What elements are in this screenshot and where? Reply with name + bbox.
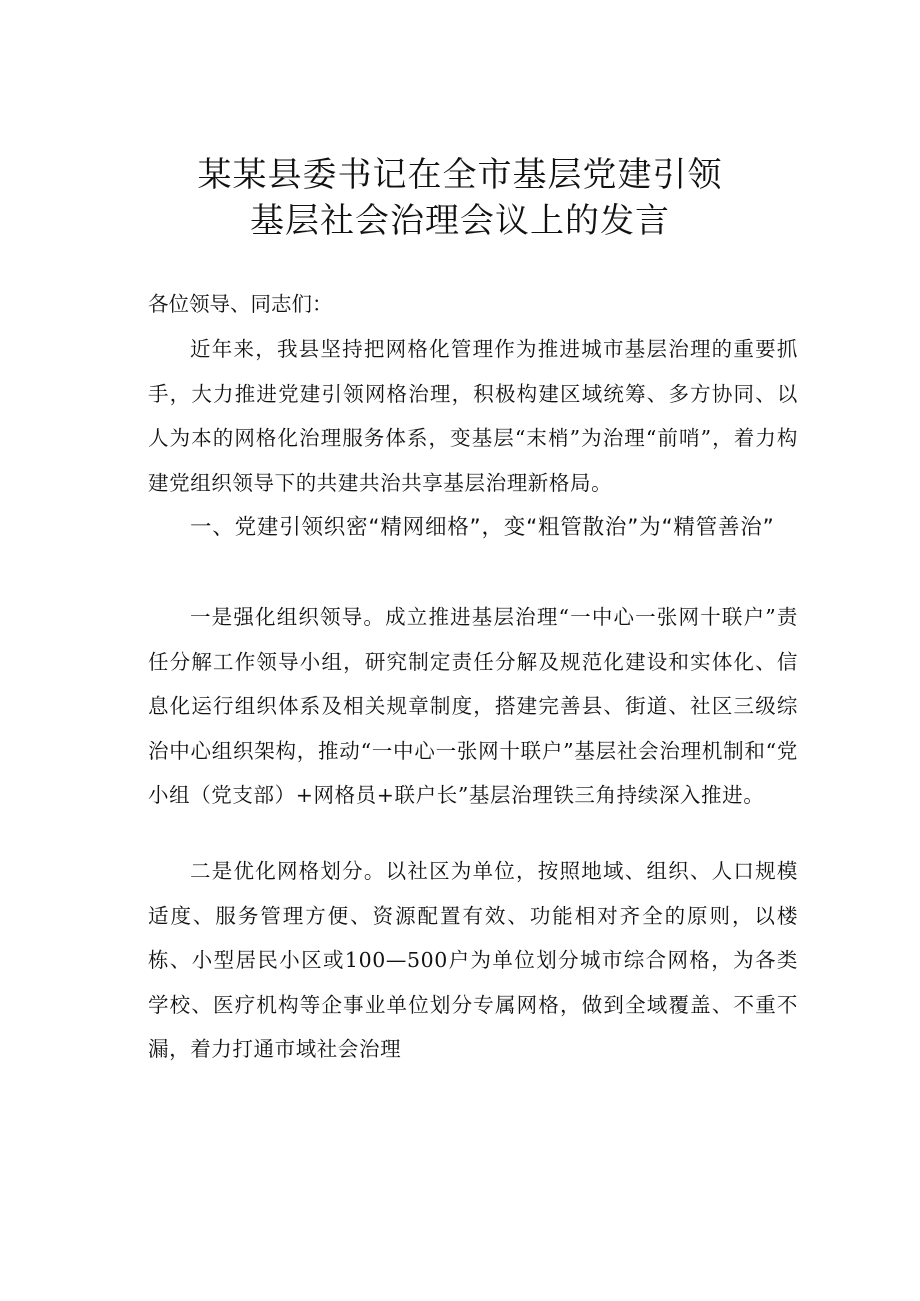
- title-line-1: 某某县委书记在全市基层党建引领: [197, 155, 723, 195]
- document-title: [100, 152, 820, 244]
- section-1-paragraph-1: 一是强化组织领导。成立推进基层治理“一中心一张网十联户”责任分解工作领导小组，研究制定责任分解及规范化建设和实体化、信息化运行组织体系及相关规章制度，搭建完善县、街道、社区三级综治中心组织架构，推动“一中心一张网十联户”基层社会治理机制和“党小组（党支部）+网格员+联户长”基层治理铁三角持续深入推进。: [148, 605, 798, 807]
- title-line-2: 基层社会治理会议上的发言: [250, 201, 670, 241]
- section-1-paragraph-2: 二是优化网格划分。以社区为单位，按照地域、组织、人口规模适度、服务管理方便、资源配置有效、功能相对齐全的原则，以楼栋、小型居民小区或100—500户为单位划分城市综合网格，为各类学校、医疗机构等企事业单位划分专属网格，做到全域覆盖、不重不漏，着力打通市域社会治理: [148, 859, 798, 1061]
- intro-paragraph: 近年来，我县坚持把网格化管理作为推进城市基层治理的重要抓手，大力推进党建引领网格治理，积极构建区域统筹、多方协同、以人为本的网格化治理服务体系，变基层“末梢”为治理“前哨”，着力构建党组织领导下的共建共治共享基层治理新格局。: [148, 337, 798, 495]
- section-1-heading: 一、党建引领织密“精网细格”，变“粗管散治”为“精管善治”: [190, 515, 775, 540]
- salutation: 各位领导、同志们：: [148, 292, 333, 316]
